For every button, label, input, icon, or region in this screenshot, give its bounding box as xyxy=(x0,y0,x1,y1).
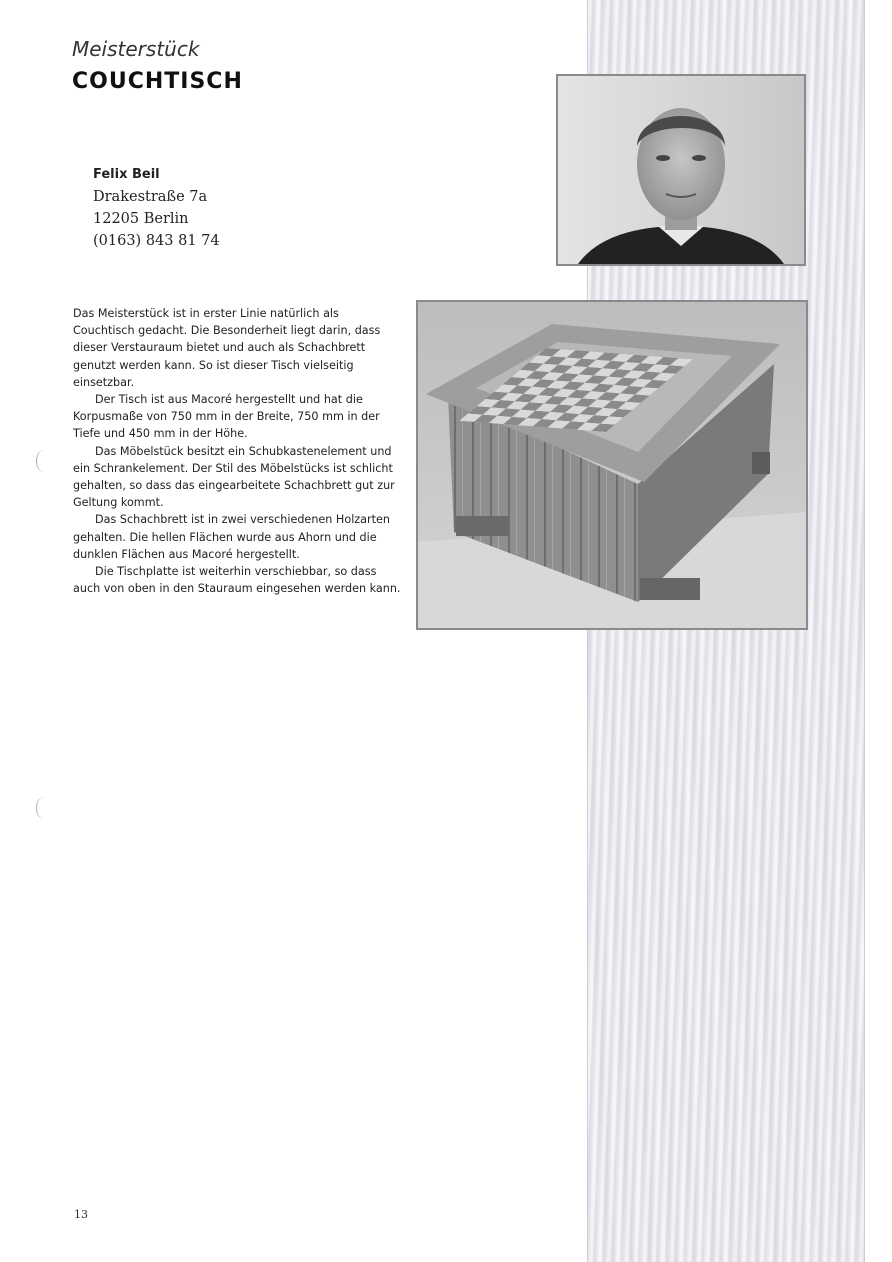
portrait-photo xyxy=(556,74,806,266)
contact-phone: (0163) 843 81 74 xyxy=(93,233,220,249)
body-paragraph: Das Schachbrett ist in zwei verschiedenen Holzarten gehalten. Die hellen Flächen wurde aus Ahorn und die dunklen Flächen aus Macoré hergestellt. xyxy=(73,513,390,561)
page-title: COUCHTISCH xyxy=(72,69,243,94)
contact-city: 12205 Berlin xyxy=(93,211,189,227)
body-paragraph: Der Tisch ist aus Macoré hergestellt und hat die Korpusmaße von 750 mm in der Breite, 750 mm in der Tiefe und 450 mm in der Höhe. xyxy=(73,393,380,441)
chess-table-image xyxy=(418,302,806,628)
page-kicker: Meisterstück xyxy=(72,37,200,61)
contact-name: Felix Beil xyxy=(93,167,160,182)
portrait-image xyxy=(558,76,804,264)
table-photo xyxy=(416,300,808,630)
punch-hole-mark xyxy=(36,797,51,819)
body-paragraph: Die Tischplatte ist weiterhin verschiebbar, so dass auch von oben in den Stauraum eingesehen werden kann. xyxy=(73,565,401,596)
punch-hole-mark xyxy=(36,450,51,472)
contact-block xyxy=(93,164,220,252)
body-paragraph: Das Meisterstück ist in erster Linie natürlich als Couchtisch gedacht. Die Besonderheit liegt darin, dass dieser Verstauraum bietet und auch als Schachbrett genutzt werden kann. So ist dieser Tisch vielseitig einsetzbar. xyxy=(73,307,381,389)
contact-street: Drakestraße 7a xyxy=(93,189,208,205)
article-body xyxy=(73,305,403,597)
body-paragraph: Das Möbelstück besitzt ein Schubkastenelement und ein Schrankelement. Der Stil des Möbelstücks ist schlicht gehalten, so dass das eingearbeitete Schachbrett gut zur Geltung kommt. xyxy=(73,444,395,510)
page-number: 13 xyxy=(74,1208,88,1221)
